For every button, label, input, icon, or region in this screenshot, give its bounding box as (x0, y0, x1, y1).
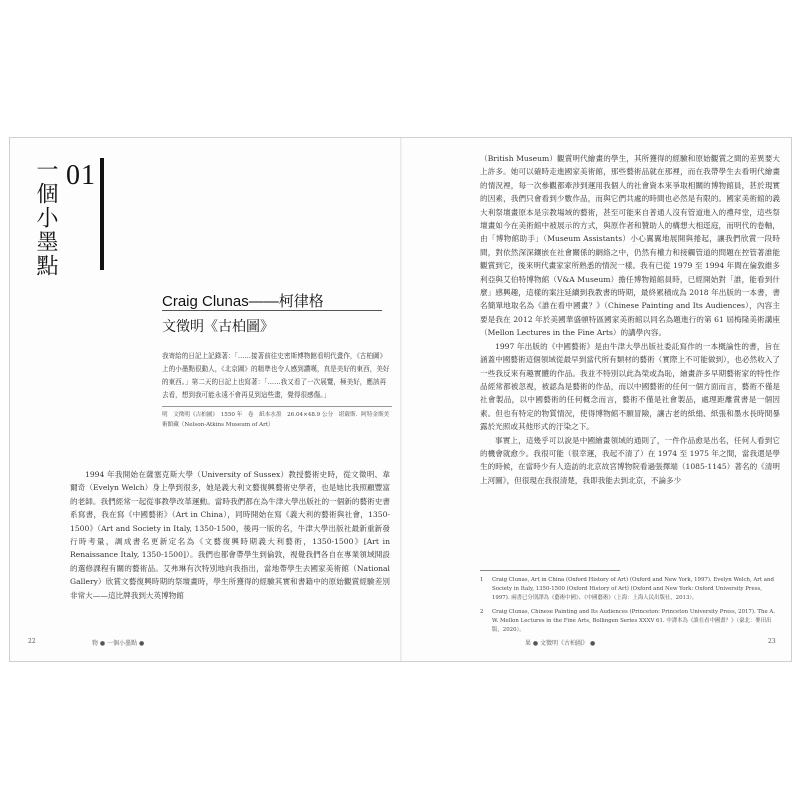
page-number-right: 23 (768, 638, 776, 645)
footnote-text: Craig Clunas, Chinese Painting and Its Audiences (Princeton: Princeton University Press, 2017). The A. W. Mellon Lectures in the Fine Arts, Bollingen Series XXXV 61. 中譯本為《誰在看中國畫？》（臺北：麥田出版，2020）。 (492, 609, 775, 633)
left-body-text (70, 468, 390, 602)
heading-rule (162, 310, 382, 311)
artwork-caption: 明 文徵明《古柏圖》 1550 年 卷 紙本水墨 26.04×48.9 公分 堪薩斯．阿特金斯美術館藏（Nelson-Atkins Museum of Art） (162, 412, 390, 428)
footnote (480, 608, 780, 635)
footnote (480, 576, 780, 603)
footnote-text: Craig Clunas, Art in China (Oxford History of Art) (Oxford and New York, 1997). Evelyn Welch, Art and Society in Italy, 1350-1500 (Oxford History of Art) (Oxford and New York: Oxford University Press, 1997). 兩書已分別譯為《藝術中國》、《中國藝術》（上海：上海人民出版社，2013）。 (492, 577, 774, 601)
diary-excerpt: 我寄給的日記上記錄著：「……接著前往史密斯博物館看明代畫作，《古柏圖》上的小墨點很動人，《北京圖》的精準也令人感到讚嘆，真是美好的東西，美好的東西。」第二天的日記上也寫著：「……我又看了一次展覽，極美好，應該再去看，想到我可能永遠不會再見到這些畫，覺得很感傷。」 (162, 352, 390, 399)
chapter-number: 01 (66, 160, 96, 191)
running-head-right: 果 ● 文徵明《古柏圖》 ● (525, 640, 596, 647)
body-paragraph: 事實上，這幾乎可以說是中國繪畫領域的通則了，一件作品愈是出名，任何人看到它的機會就愈少。我很可能（很幸運，我起不清了）在 1974 至 1975 年之間，當我還是學生的時候，在當時少有人造訪的北京故宮博物院看過張擇端（1085-1145）著名的《清明上河圖》，但很現在我很清楚，我即我能去到北京，不論多少 (480, 435, 780, 485)
page-number-left: 22 (28, 638, 36, 645)
body-paragraph: （British Museum）觀賞明代繪畫的學生，其所獲得的經驗和原始觀賞之間的差異要大上許多。她可以確時走進國家美術館，那些藝術品就在那裡，而在我帶學生去看明代繪畫的情況裡，每一次參觀都牽涉到運用我個人的社會資本來爭取相關的博物館員，甚於現實的因素，我們只會看到少數作品，而與它們共處的時間也必然是有限的。國家美術館的義大利祭壇畫原本是宗教場域的藝術，甚至可能來自普通人沒有管道進入的禮拜堂，這些祭壇畫如今在美術館中被展示的方式，與原作者和贊助人的構想大相逕庭，而明代的卷軸，由「博物館助手」（Museum Assistants）小心翼翼地展開與捲起，讓我們欣賞一段時間，對依然深深鑲嵌在社會關係的網絡之中，仍然有權力和接觸管道的問題在控管著誰能觀賞到它，後來明代畫家家所熟悉的情況一樣。我有已從 1979 至 1994 年間在倫敦維多利亞與艾伯特博物館（V&A Museum）擔任博物館館員時，已經開始對「誰，能看到什麼」感興趣，這樣的案注延續到我教書的時期，最終累積成為 2018 年出版的一本書，書名簡單地取名為《誰在看中國畫？》（Chinese Painting and Its Audiences），內容主要是我在 2012 年於美國華盛頓特區國家美術館以同名為題進行的第 61 屆梅隆美術講座（Mellon Lectures in the Fine Arts）的講學內容。 (480, 154, 780, 338)
chapter-title: 一個小墨點 (33, 158, 58, 278)
footnote-number: 2 (480, 609, 484, 615)
running-head-left: 物 ● 一個小墨點 ● (92, 640, 145, 647)
caption-rule (162, 406, 392, 407)
body-paragraph: 1997 年出版的《中國藝術》是由牛津大學出版社委託寫作的一本概論性的書，旨在涵蓋中國藝術這個領域從最早到當代所有類材的藝術（實際上不可能做到），也必然收入了一些我反來有趣實體的作品。我並不特別以此為榮或為恥，繪畫許多早期藝術家的特性作品經常都被忽視，被認為是藝術的作品，而以中國藝術的任何一個方面而言，藝術不僅是社會製品，以中國藝術的任何概念而言，藝術不僅是社會製品，處理距離賞書是一個因素。但也有特定的物質情況，使得博物館不願冒險，讓古老的紙絹、紙張和墨水長時間暴露於光照或其他形式的汙染之下。 (480, 341, 780, 432)
footnote-number: 1 (480, 577, 484, 583)
chapter-bar-divider (100, 158, 104, 270)
artwork-title: 文徵明《古柏圖》 (162, 319, 274, 335)
body-paragraph: 1994 年我開始在薩塞克斯大學（University of Sussex）教授藝術史時，從文徵明、韋爾奇（Evelyn Welch）身上學到很多，她是義大利文藝復興藝術史學者，也是她比我照顧豐富的老師。我們經常一起從事教學改革運動。當時我們都在為牛津大學出版社的一個新的藝術史書系寫書，我在寫《中國藝術》（Art in China），同時開始在寫《義大利的藝術與社會，1350-1500》（Art and Society in Italy, 1350-1500，後再一版的名，牛津大學出版社最新重新發行時考量，調成書名更新定名為《文藝復興時期義大利藝術，1350-1500》[Art in Renaissance Italy, 1350-1500]）。我們也都會帶學生到倫敦，視覺我們各自在專業領域開設的選修課程有關的藝術品。艾弗琳有次特別地向我指出，當地帶學生去國家美術館（National Gallery）欣賞文藝復興時期的祭壇畫時，學生所獲得的經驗其實和書籍中的原始觀賞經驗差別非常大——這比牌我到大英博物館 (70, 470, 390, 600)
footnote-rule (480, 570, 620, 571)
author-heading: Craig Clunas——柯律格 (162, 293, 324, 310)
footnotes (480, 576, 780, 640)
book-spread (9, 137, 792, 662)
page-gutter (400, 138, 402, 661)
right-body-text (480, 152, 780, 487)
